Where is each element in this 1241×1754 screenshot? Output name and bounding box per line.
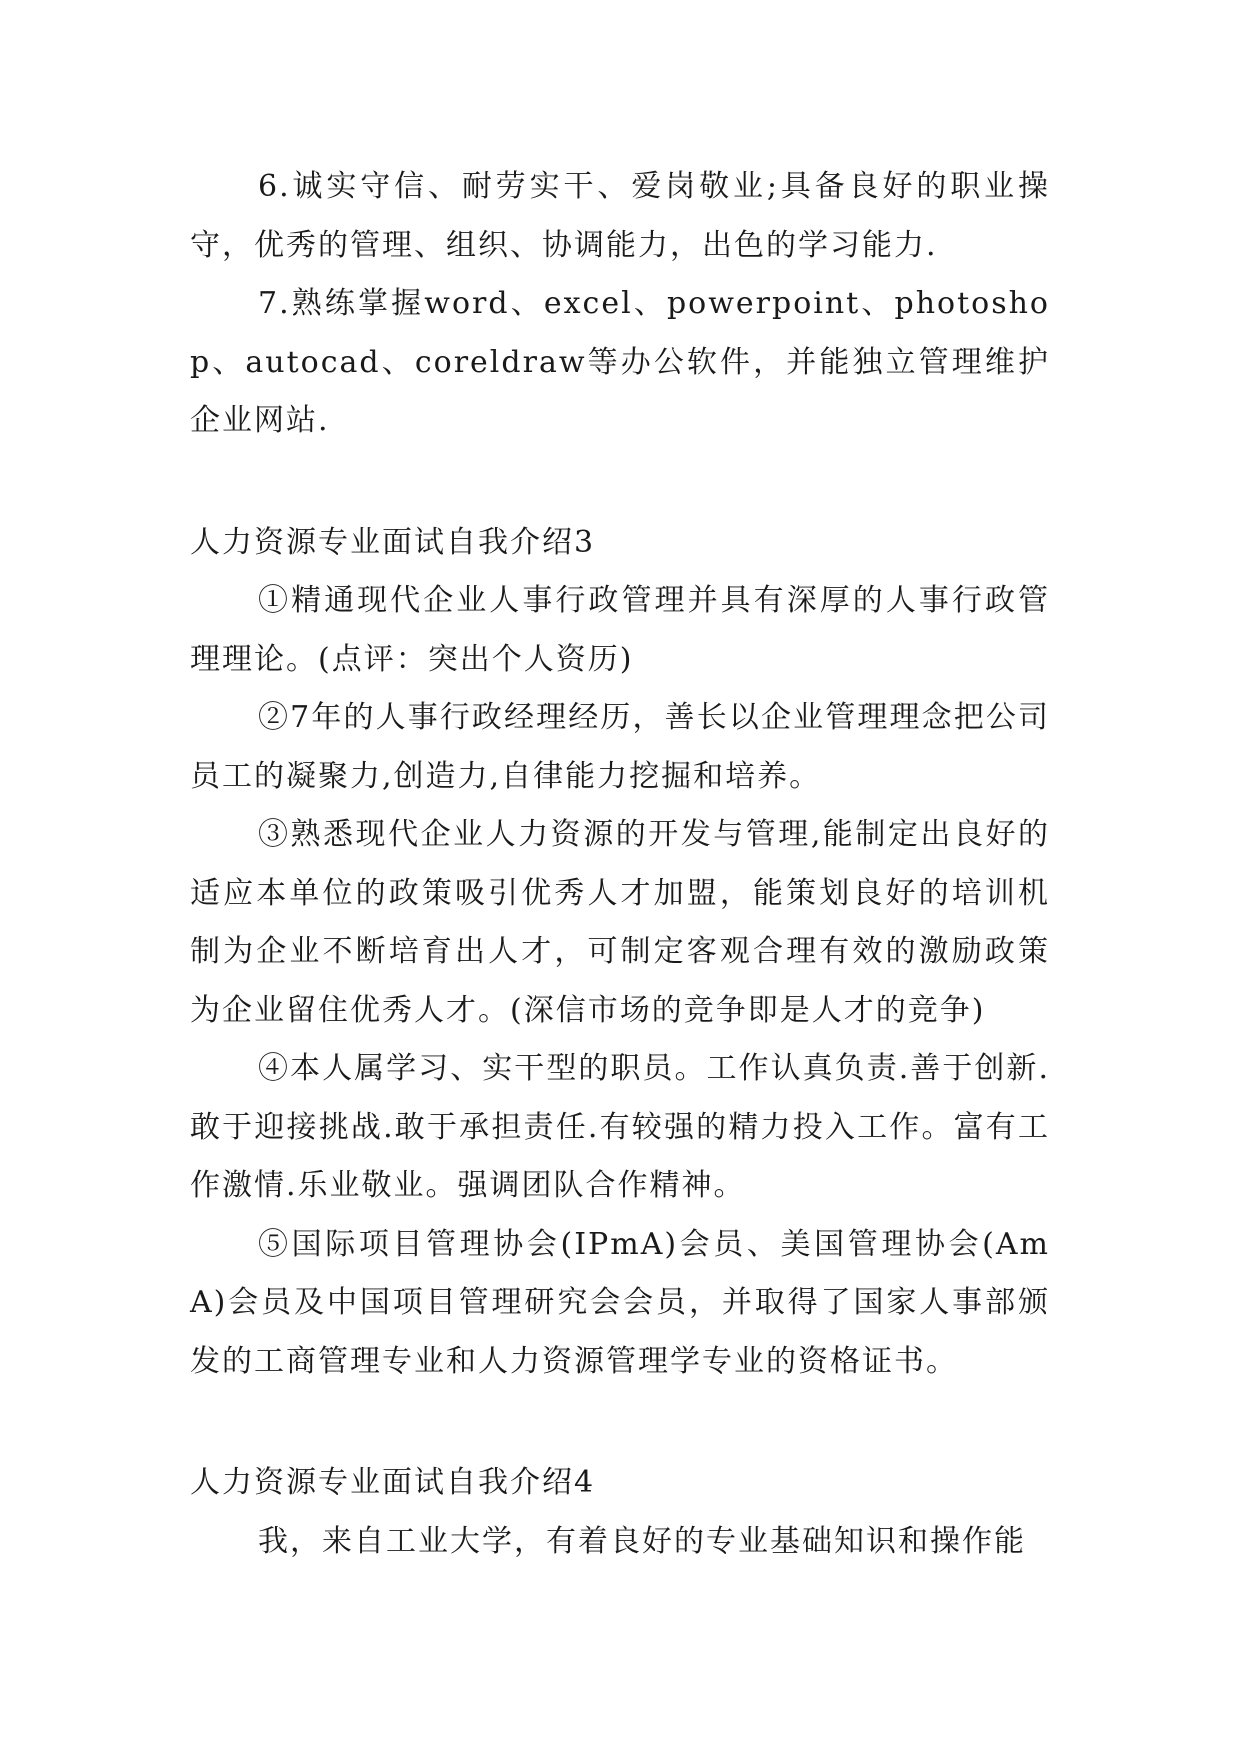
section3-point-4: ④本人属学习、实干型的职员。工作认真负责.善于创新.敢于迎接挑战.敢于承担责任.有较强的精力投入工作。富有工作激情.乐业敬业。强调团队合作精神。 <box>190 1051 1050 1203</box>
section3-point-2: ②7年的人事行政经理经历，善长以企业管理理念把公司员工的凝聚力,创造力,自律能力挖掘和培养。 <box>190 700 1050 794</box>
section-heading-3: 人力资源专业面试自我介绍3 <box>190 524 596 560</box>
paragraph-item-7: 7.熟练掌握word、excel、powerpoint、photoshop、autocad、coreldraw等办公软件，并能独立管理维护企业网站. <box>190 286 1050 438</box>
document-body <box>190 158 1050 1571</box>
section4-paragraph-1: 我，来自工业大学，有着良好的专业基础知识和操作能 <box>258 1523 1026 1559</box>
section3-point-1: ①精通现代企业人事行政管理并具有深厚的人事行政管理理论。(点评：突出个人资历) <box>190 583 1050 677</box>
paragraph-item-6: 6.诚实守信、耐劳实干、爱岗敬业;具备良好的职业操守，优秀的管理、组织、协调能力，出色的学习能力. <box>190 169 1050 263</box>
section-heading-4: 人力资源专业面试自我介绍4 <box>190 1465 596 1500</box>
section3-point-3: ③熟悉现代企业人力资源的开发与管理,能制定出良好的适应本单位的政策吸引优秀人才加盟，能策划良好的培训机制为企业不断培育出人才，可制定客观合理有效的激励政策为企业留住优秀人才。(深信市场的竞争即是人才的竞争) <box>190 817 1050 1028</box>
section3-point-5: ⑤国际项目管理协会(IPmA)会员、美国管理协会(AmA)会员及中国项目管理研究会会员，并取得了国家人事部颁发的工商管理专业和人力资源管理学专业的资格证书。 <box>190 1226 1050 1379</box>
